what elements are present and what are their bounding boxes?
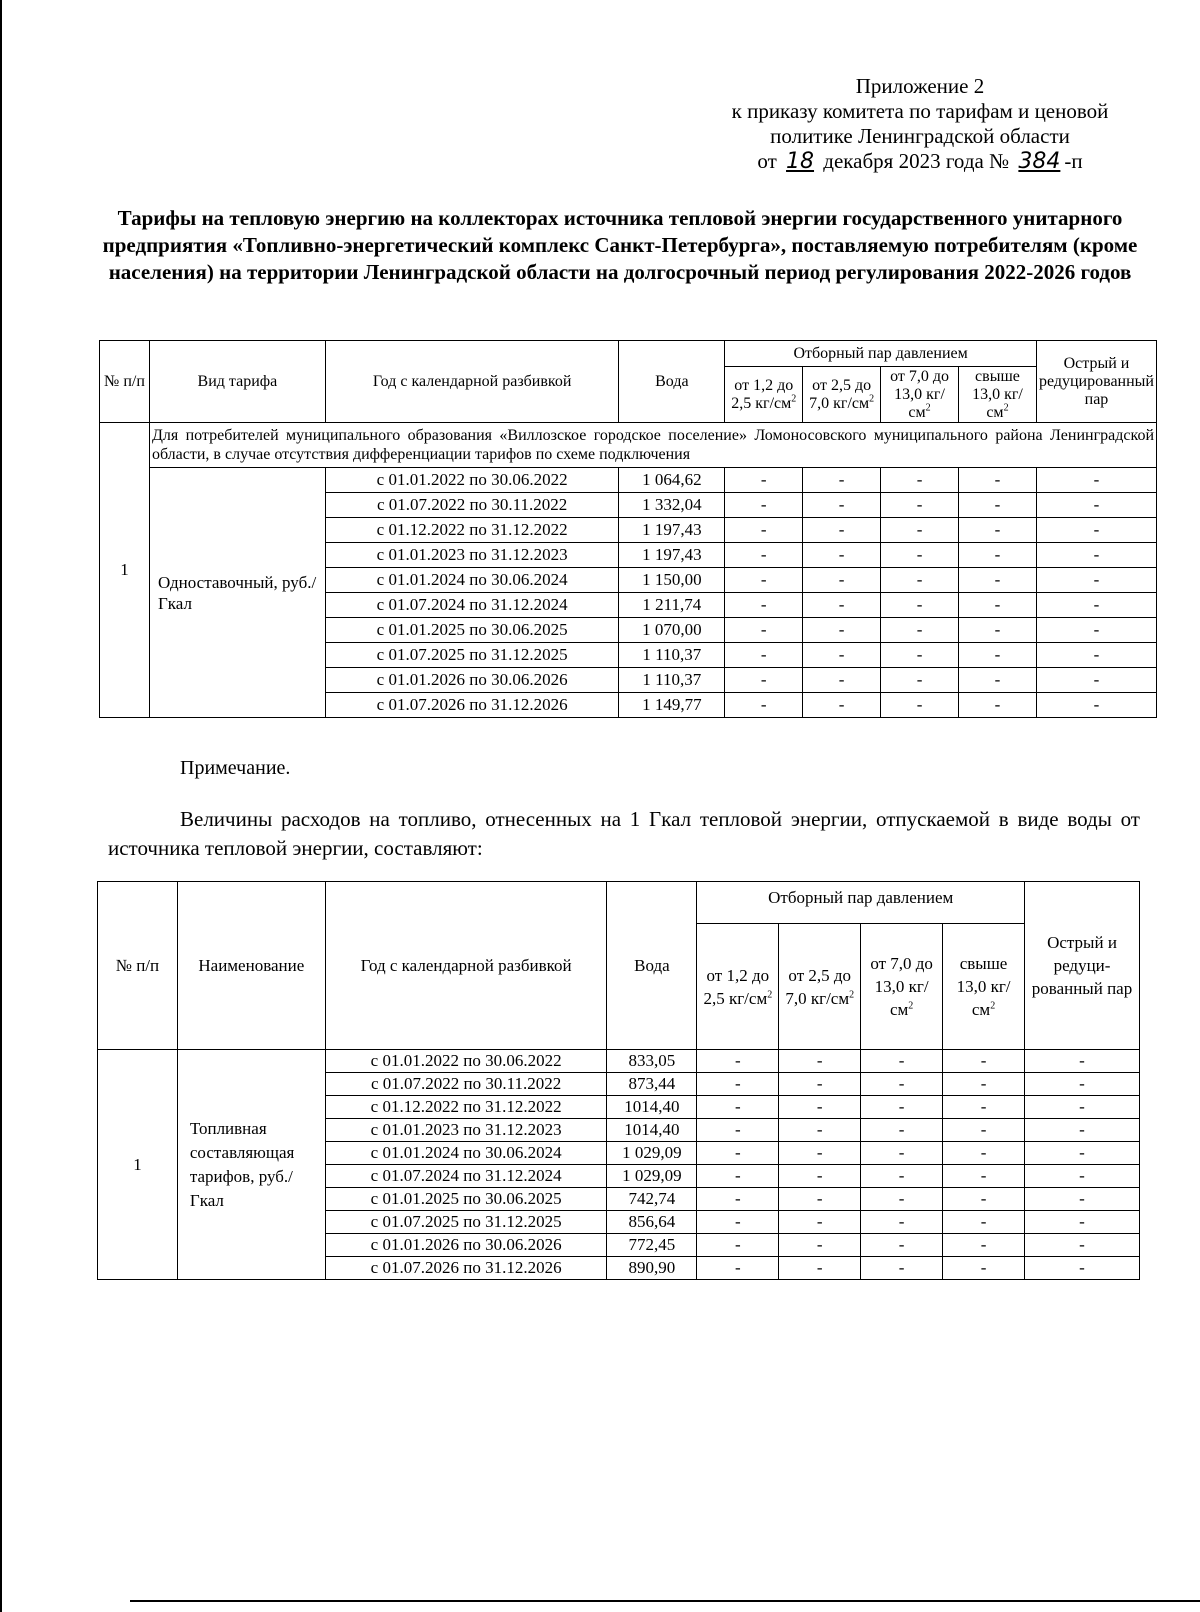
- dash-cell: -: [943, 1211, 1025, 1234]
- water-cell: 1 064,62: [619, 468, 725, 493]
- date-prefix: от: [757, 149, 777, 173]
- appendix-label: Приложение 2: [855, 74, 985, 98]
- water-cell: 1 070,00: [619, 618, 725, 643]
- dash-cell: -: [943, 1096, 1025, 1119]
- dash-cell: -: [943, 1188, 1025, 1211]
- dash-cell: -: [803, 518, 881, 543]
- dash-cell: -: [803, 643, 881, 668]
- col-water-header: Вода: [607, 882, 697, 1050]
- period-cell: с 01.01.2025 по 30.06.2025: [325, 1188, 607, 1211]
- water-cell: 856,64: [607, 1211, 697, 1234]
- dash-cell: -: [861, 1142, 943, 1165]
- period-cell: с 01.01.2022 по 30.06.2022: [325, 1050, 607, 1073]
- dash-cell: -: [958, 468, 1036, 493]
- period-cell: с 01.01.2024 по 30.06.2024: [325, 568, 619, 593]
- dash-cell: -: [697, 1073, 779, 1096]
- dash-cell: -: [779, 1211, 861, 1234]
- dash-cell: -: [1036, 643, 1156, 668]
- dash-cell: -: [881, 468, 959, 493]
- handwritten-number: 384: [1018, 149, 1061, 174]
- period-cell: с 01.01.2023 по 31.12.2023: [325, 1119, 607, 1142]
- dash-cell: -: [725, 568, 803, 593]
- dash-cell: -: [1025, 1211, 1140, 1234]
- dash-cell: -: [779, 1119, 861, 1142]
- dash-cell: -: [779, 1165, 861, 1188]
- water-cell: 1 332,04: [619, 493, 725, 518]
- dash-cell: -: [697, 1234, 779, 1257]
- dash-cell: -: [943, 1257, 1025, 1280]
- number-suffix: -п: [1064, 149, 1083, 173]
- row-number: 1: [98, 1050, 178, 1280]
- period-cell: с 01.12.2022 по 31.12.2022: [325, 518, 619, 543]
- dash-cell: -: [861, 1234, 943, 1257]
- dash-cell: -: [861, 1188, 943, 1211]
- dash-cell: -: [881, 518, 959, 543]
- dash-cell: -: [1025, 1257, 1140, 1280]
- dash-cell: -: [958, 693, 1036, 718]
- col-kind-header: Вид тарифа: [149, 341, 325, 423]
- period-cell: с 01.07.2024 по 31.12.2024: [325, 593, 619, 618]
- dash-cell: -: [697, 1165, 779, 1188]
- period-cell: с 01.07.2024 по 31.12.2024: [325, 1165, 607, 1188]
- col-steam2-header: от 2,5 до 7,0 $кг/см^2$: [803, 367, 881, 423]
- dash-cell: -: [725, 468, 803, 493]
- period-cell: с 01.01.2026 по 30.06.2026: [325, 1234, 607, 1257]
- dash-cell: -: [697, 1050, 779, 1073]
- dash-cell: -: [1036, 468, 1156, 493]
- col-num-header: № п/п: [98, 882, 178, 1050]
- document-title: Тарифы на тепловую энергию на коллекторах источника тепловой энергии государственного унитарного предприятия «Топливно-энергетический комплекс Санкт-Петербурга», поставляемую потребителям (кроме населения) на территории Ленинградской области на долгосрочный период регулирования 2022-2026 годов: [102, 206, 1138, 284]
- dash-cell: -: [725, 493, 803, 518]
- water-cell: 1 149,77: [619, 693, 725, 718]
- dash-cell: -: [803, 468, 881, 493]
- dash-cell: -: [1025, 1096, 1140, 1119]
- period-cell: с 01.01.2022 по 30.06.2022: [325, 468, 619, 493]
- dash-cell: -: [861, 1096, 943, 1119]
- water-cell: 742,74: [607, 1188, 697, 1211]
- dash-cell: -: [958, 668, 1036, 693]
- water-cell: 1 029,09: [607, 1165, 697, 1188]
- dash-cell: -: [861, 1211, 943, 1234]
- dash-cell: -: [697, 1257, 779, 1280]
- dash-cell: -: [1036, 518, 1156, 543]
- dash-cell: -: [1036, 668, 1156, 693]
- row-number: 1: [100, 423, 150, 718]
- dash-cell: -: [697, 1119, 779, 1142]
- dash-cell: -: [779, 1096, 861, 1119]
- dash-cell: -: [1036, 618, 1156, 643]
- dash-cell: -: [725, 518, 803, 543]
- dash-cell: -: [861, 1050, 943, 1073]
- water-cell: 1014,40: [607, 1119, 697, 1142]
- water-cell: 772,45: [607, 1234, 697, 1257]
- col-steam1-header: от 1,2 до 2,5 $кг/см^2$: [725, 367, 803, 423]
- order-reference: к приказу комитета по тарифам и ценовой: [731, 99, 1109, 123]
- dash-cell: -: [881, 593, 959, 618]
- dash-cell: -: [958, 568, 1036, 593]
- col-water-header: Вода: [619, 341, 725, 423]
- dash-cell: -: [1025, 1050, 1140, 1073]
- dash-cell: -: [803, 593, 881, 618]
- dash-cell: -: [881, 493, 959, 518]
- dash-cell: -: [779, 1142, 861, 1165]
- dash-cell: -: [803, 568, 881, 593]
- dash-cell: -: [1036, 593, 1156, 618]
- period-cell: с 01.07.2025 по 31.12.2025: [325, 643, 619, 668]
- dash-cell: -: [861, 1165, 943, 1188]
- dash-cell: -: [1036, 693, 1156, 718]
- dash-cell: -: [697, 1188, 779, 1211]
- water-cell: 1 110,37: [619, 643, 725, 668]
- dash-cell: -: [943, 1165, 1025, 1188]
- handwritten-day: 18: [786, 149, 815, 174]
- water-cell: 1 197,43: [619, 518, 725, 543]
- order-reference-cont: политике Ленинградской области: [770, 124, 1070, 148]
- water-cell: 1 150,00: [619, 568, 725, 593]
- dash-cell: -: [943, 1142, 1025, 1165]
- dash-cell: -: [958, 543, 1036, 568]
- col-num-header: № п/п: [100, 341, 150, 423]
- col-name-header: Наименование: [177, 882, 325, 1050]
- period-cell: с 01.01.2026 по 30.06.2026: [325, 668, 619, 693]
- period-cell: с 01.01.2025 по 30.06.2025: [325, 618, 619, 643]
- dash-cell: -: [958, 643, 1036, 668]
- col-steam3-header: от 7,0 до 13,0 $кг/см^2$: [861, 924, 943, 1050]
- fuel-component-name: Топливная составляющая тарифов, руб./Гкал: [177, 1050, 325, 1280]
- dash-cell: -: [1036, 543, 1156, 568]
- dash-cell: -: [861, 1073, 943, 1096]
- period-cell: с 01.12.2022 по 31.12.2022: [325, 1096, 607, 1119]
- col-steam4-header: свыше 13,0 $кг/см^2$: [943, 924, 1025, 1050]
- period-cell: с 01.07.2022 по 30.11.2022: [325, 1073, 607, 1096]
- tariff-kind: Одноставочный, руб./Гкал: [149, 468, 325, 718]
- period-cell: с 01.01.2024 по 30.06.2024: [325, 1142, 607, 1165]
- dash-cell: -: [697, 1096, 779, 1119]
- dash-cell: -: [697, 1211, 779, 1234]
- dash-cell: -: [779, 1234, 861, 1257]
- dash-cell: -: [861, 1119, 943, 1142]
- col-sharp-header: Острый и редуци-рованный пар: [1025, 882, 1140, 1050]
- dash-cell: -: [779, 1050, 861, 1073]
- period-cell: с 01.01.2023 по 31.12.2023: [325, 543, 619, 568]
- period-cell: с 01.07.2022 по 30.11.2022: [325, 493, 619, 518]
- dash-cell: -: [943, 1119, 1025, 1142]
- dash-cell: -: [958, 518, 1036, 543]
- col-steam2-header: от 2,5 до 7,0 $кг/см^2$: [779, 924, 861, 1050]
- dash-cell: -: [881, 668, 959, 693]
- order-date-line: [690, 149, 1150, 174]
- dash-cell: -: [803, 543, 881, 568]
- dash-cell: -: [779, 1073, 861, 1096]
- dash-cell: -: [725, 618, 803, 643]
- dash-cell: -: [803, 693, 881, 718]
- dash-cell: -: [1025, 1234, 1140, 1257]
- dash-cell: -: [1036, 493, 1156, 518]
- col-steam4-header: свыше 13,0 $кг/см^2$: [958, 367, 1036, 423]
- dash-cell: -: [958, 618, 1036, 643]
- dash-cell: -: [958, 493, 1036, 518]
- dash-cell: -: [1025, 1119, 1140, 1142]
- dash-cell: -: [881, 693, 959, 718]
- water-cell: 1 110,37: [619, 668, 725, 693]
- water-cell: 1 211,74: [619, 593, 725, 618]
- col-period-header: Год с календарной разбивкой: [325, 882, 607, 1050]
- fuel-paragraph: Величины расходов на топливо, отнесенных на 1 Гкал тепловой энергии, отпускаемой в виде воды от источника тепловой энергии, составляют:: [108, 807, 1140, 860]
- fuel-table: [97, 881, 1140, 1280]
- dash-cell: -: [803, 668, 881, 693]
- dash-cell: -: [725, 693, 803, 718]
- dash-cell: -: [803, 493, 881, 518]
- appendix-header: [690, 74, 1150, 174]
- dash-cell: -: [881, 568, 959, 593]
- dash-cell: -: [943, 1234, 1025, 1257]
- dash-cell: -: [725, 668, 803, 693]
- dash-cell: -: [1025, 1188, 1140, 1211]
- water-cell: 1014,40: [607, 1096, 697, 1119]
- water-cell: 873,44: [607, 1073, 697, 1096]
- tariff-table: [99, 340, 1157, 718]
- consumer-description: Для потребителей муниципального образования «Виллозское городское поселение» Ломоносовского муниципального района Ленинградской области, в случае отсутствия дифференциации тарифов по схеме подключения: [149, 423, 1156, 468]
- water-cell: 833,05: [607, 1050, 697, 1073]
- dash-cell: -: [725, 543, 803, 568]
- dash-cell: -: [1025, 1142, 1140, 1165]
- period-cell: с 01.07.2025 по 31.12.2025: [325, 1211, 607, 1234]
- dash-cell: -: [881, 543, 959, 568]
- scan-bottom-line: [130, 1600, 1200, 1602]
- dash-cell: -: [881, 643, 959, 668]
- dash-cell: -: [697, 1142, 779, 1165]
- dash-cell: -: [779, 1257, 861, 1280]
- dash-cell: -: [861, 1257, 943, 1280]
- dash-cell: -: [1025, 1165, 1140, 1188]
- scan-edge-line: [0, 0, 2, 1612]
- col-period-header: Год с календарной разбивкой: [325, 341, 619, 423]
- water-cell: 1 029,09: [607, 1142, 697, 1165]
- dash-cell: -: [1036, 568, 1156, 593]
- dash-cell: -: [779, 1188, 861, 1211]
- dash-cell: -: [1025, 1073, 1140, 1096]
- water-cell: 890,90: [607, 1257, 697, 1280]
- col-steam-group-header: Отборный пар давлением: [725, 341, 1037, 367]
- dash-cell: -: [943, 1073, 1025, 1096]
- dash-cell: -: [803, 618, 881, 643]
- period-cell: с 01.07.2026 по 31.12.2026: [325, 693, 619, 718]
- note-heading: Примечание.: [180, 757, 291, 779]
- dash-cell: -: [958, 593, 1036, 618]
- col-steam3-header: от 7,0 до 13,0 $кг/см^2$: [881, 367, 959, 423]
- date-middle: декабря 2023 года №: [823, 149, 1010, 173]
- period-cell: с 01.07.2026 по 31.12.2026: [325, 1257, 607, 1280]
- water-cell: 1 197,43: [619, 543, 725, 568]
- col-sharp-header: Острый и редуцированный пар: [1036, 341, 1156, 423]
- col-steam-group-header: Отборный пар давлением: [697, 882, 1025, 924]
- dash-cell: -: [725, 643, 803, 668]
- dash-cell: -: [943, 1050, 1025, 1073]
- dash-cell: -: [725, 593, 803, 618]
- col-steam1-header: от 1,2 до 2,5 $кг/см^2$: [697, 924, 779, 1050]
- dash-cell: -: [881, 618, 959, 643]
